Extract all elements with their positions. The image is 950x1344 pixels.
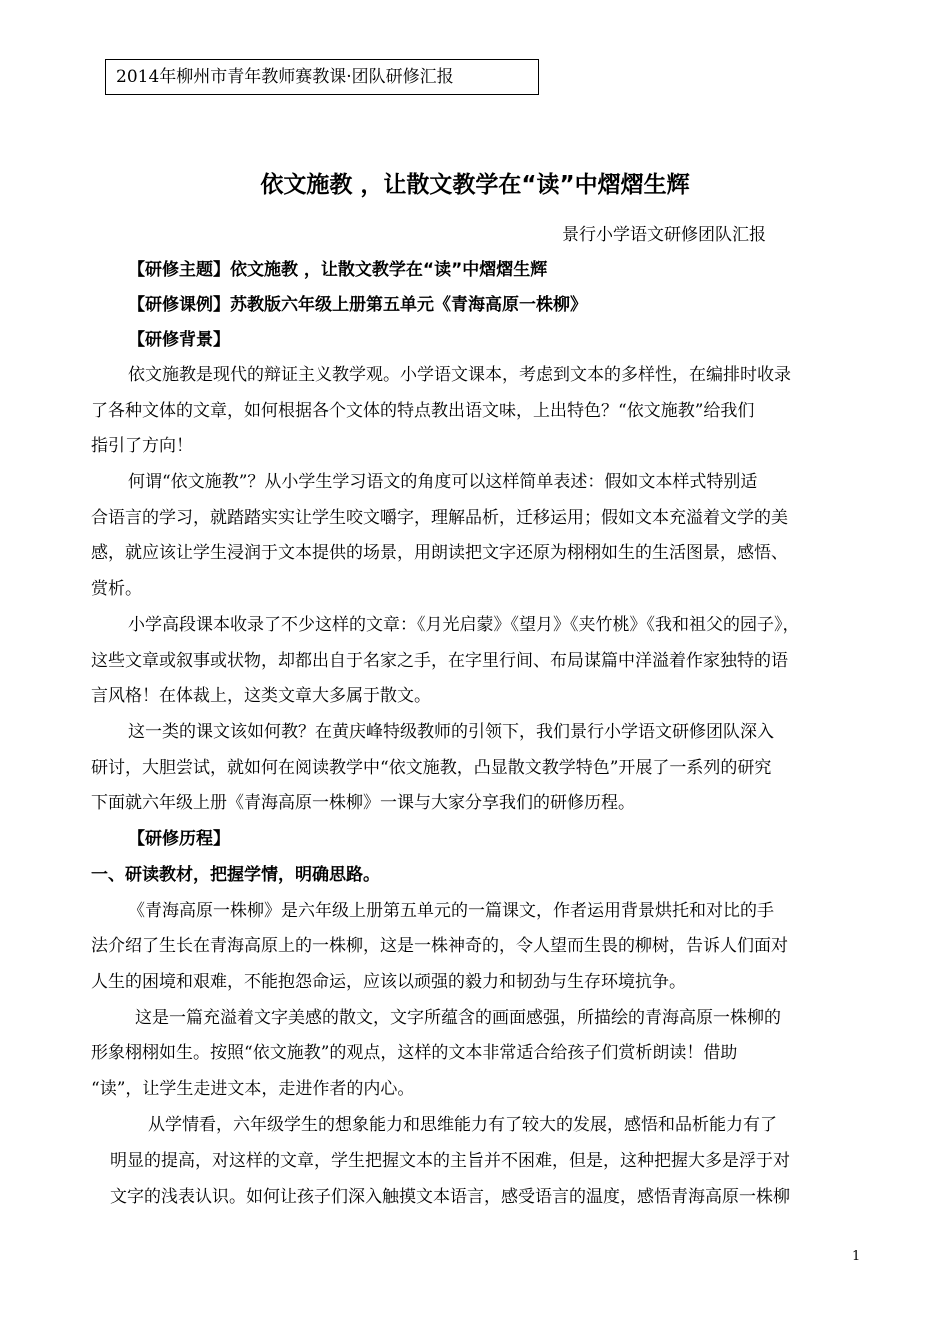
text-line: 文字的浅表认识。如何让孩子们深入触摸文本语言，感受语言的温度，感悟青海高原一株柳: [110, 1187, 790, 1207]
text-line: 合语言的学习，就踏踏实实让学生咬文嚼字，理解品析，迁移运用；假如文本充溢着文学的美: [91, 508, 788, 528]
text-line: 【研修主题】依文施教 ，让散文教学在“读”中熠熠生辉: [128, 260, 548, 280]
text-line: 言风格！在体裁上，这类文章大多属于散文。: [91, 686, 431, 706]
page-number: 1: [852, 1249, 861, 1264]
text-line: 【研修课例】苏教版六年级上册第五单元《青海高原一株柳》: [128, 295, 587, 315]
document-title: 依文施教 ，让散文教学在“读”中熠熠生辉: [260, 172, 690, 198]
text-line: “读”，让学生走进文本，走进作者的内心。: [91, 1079, 415, 1099]
text-line: 法介绍了生长在青海高原上的一株柳，这是一株神奇的，令人望而生畏的柳树，告诉人们面对: [91, 936, 788, 956]
text-line: 明显的提高，对这样的文章，学生把握文本的主旨并不困难，但是，这种把握大多是浮于对: [110, 1151, 790, 1171]
text-line: 依文施教是现代的辩证主义教学观。小学语文课本，考虑到文本的多样性，在编排时收录: [128, 365, 791, 385]
text-line: 【研修背景】: [128, 330, 230, 350]
header-box: 2014年柳州市青年教师赛教课·团队研修汇报: [105, 59, 539, 95]
text-line: 感，就应该让学生浸润于文本提供的场景，用朗读把文字还原为栩栩如生的生活图景，感悟、: [91, 543, 788, 563]
section-heading: 【研修历程】: [128, 829, 230, 849]
text-line: 何谓“依文施教”？从小学生学习语文的角度可以这样简单表述：假如文本样式特别适: [128, 472, 758, 492]
text-line: 形象栩栩如生。按照“依文施教”的观点，这样的文本非常适合给孩子们赏析朗读！借助: [91, 1043, 738, 1063]
text-line: 指引了方向！: [91, 436, 193, 456]
document-subtitle: 景行小学语文研修团队汇报: [562, 225, 766, 245]
text-line: 从学情看，六年级学生的想象能力和思维能力有了较大的发展，感悟和品析能力有了: [148, 1115, 777, 1135]
text-line: 这些文章或叙事或状物，却都出自于名家之手，在字里行间、布局谋篇中洋溢着作家独特的语: [91, 651, 788, 671]
text-line: 《青海高原一株柳》是六年级上册第五单元的一篇课文，作者运用背景烘托和对比的手: [128, 901, 774, 921]
text-line: 研讨，大胆尝试，就如何在阅读教学中“依文施教，凸显散文教学特色”开展了一系列的研究: [91, 758, 772, 778]
text-line: 这是一篇充溢着文字美感的散文，文字所蕴含的画面感强，所描绘的青海高原一株柳的: [135, 1008, 781, 1028]
text-line: 了各种文体的文章，如何根据各个文体的特点教出语文味，上出特色？“依文施教”给我们: [91, 401, 755, 421]
text-line: 这一类的课文该如何教？在黄庆峰特级教师的引领下，我们景行小学语文研修团队深入: [128, 722, 774, 742]
text-line: 小学高段课本收录了不少这样的文章：《月光启蒙》《望月》《夹竹桃》《我和祖父的园子》，: [128, 615, 800, 635]
text-line: 人生的困境和艰难，不能抱怨命运，应该以顽强的毅力和韧劲与生存环境抗争。: [91, 972, 686, 992]
section-heading: 一、研读教材，把握学情，明确思路。: [91, 865, 380, 885]
text-line: 下面就六年级上册《青海高原一株柳》一课与大家分享我们的研修历程。: [91, 793, 635, 813]
text-line: 赏析。: [91, 579, 142, 599]
